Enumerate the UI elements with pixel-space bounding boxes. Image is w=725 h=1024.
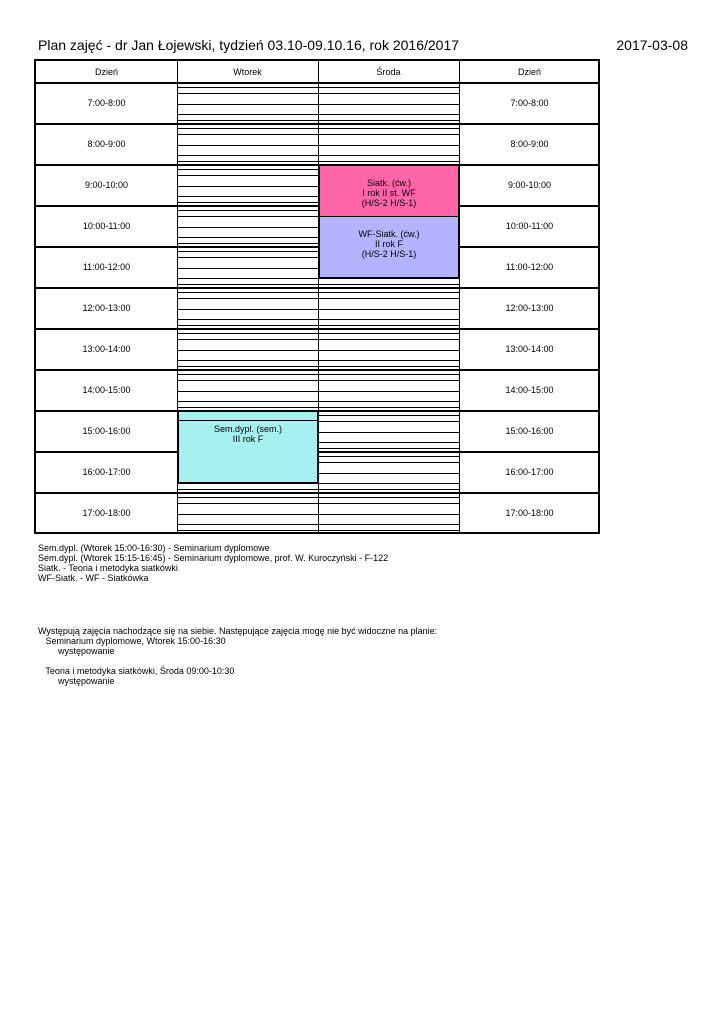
quarter-line bbox=[178, 175, 318, 176]
hour-divider bbox=[36, 82, 598, 84]
time-label-right: 13:00-14:00 bbox=[505, 343, 554, 354]
schedule-grid bbox=[34, 59, 600, 534]
legend-line: Siatk. - Teoria i metodyka siatkówki bbox=[38, 563, 178, 573]
col-divider bbox=[459, 61, 460, 532]
notes-line: występowanie bbox=[38, 676, 115, 686]
quarter-line bbox=[319, 120, 459, 121]
quarter-line bbox=[319, 350, 459, 351]
hour-divider bbox=[36, 287, 598, 289]
class-block-line: (H/S-2 H/S-1) bbox=[361, 198, 417, 208]
time-label-right: 15:00-16:00 bbox=[505, 425, 554, 436]
time-label-left: 7:00-8:00 bbox=[87, 97, 126, 108]
class-block-line: III rok F bbox=[232, 434, 264, 444]
time-label-right: 9:00-10:00 bbox=[507, 179, 552, 190]
class-block-line: Sem.dypl. (sem.) bbox=[213, 424, 282, 434]
quarter-line bbox=[319, 309, 459, 310]
quarter-line bbox=[319, 380, 459, 381]
quarter-line bbox=[178, 161, 318, 162]
quarter-line bbox=[178, 145, 318, 146]
notes-line: Seminarium dyplomowe, Wtorek 15:00-16:30 bbox=[38, 636, 226, 646]
quarter-line bbox=[178, 489, 318, 490]
class-block[interactable] bbox=[319, 216, 459, 278]
quarter-line bbox=[178, 298, 318, 299]
class-block[interactable] bbox=[178, 411, 318, 483]
quarter-line bbox=[178, 514, 318, 515]
time-label-left: 16:00-17:00 bbox=[82, 466, 131, 477]
class-block-line: WF-Siatk. (ćw.) bbox=[358, 229, 420, 240]
legend-line: Sem.dypl. (Wtorek 15:00-16:30) - Seminarium dyplomowe bbox=[38, 543, 270, 553]
quarter-line bbox=[178, 391, 318, 392]
hour-divider bbox=[36, 328, 598, 330]
quarter-line bbox=[319, 473, 459, 474]
quarter-line bbox=[319, 462, 459, 463]
quarter-line bbox=[319, 489, 459, 490]
time-label-right: 14:00-15:00 bbox=[505, 384, 554, 395]
quarter-line bbox=[178, 483, 318, 484]
quarter-line bbox=[178, 155, 318, 156]
quarter-line bbox=[178, 128, 318, 129]
notes-line bbox=[38, 656, 437, 666]
quarter-line bbox=[178, 278, 318, 279]
quarter-line bbox=[319, 155, 459, 156]
quarter-line bbox=[178, 216, 318, 217]
quarter-line bbox=[319, 415, 459, 416]
time-label-right: 7:00-8:00 bbox=[510, 97, 549, 108]
quarter-line bbox=[178, 503, 318, 504]
class-block-line: (H/S-2 H/S-1) bbox=[361, 249, 417, 260]
quarter-line bbox=[319, 407, 459, 408]
quarter-line bbox=[319, 298, 459, 299]
quarter-line bbox=[319, 442, 459, 443]
quarter-line bbox=[178, 202, 318, 203]
time-label-left: 13:00-14:00 bbox=[82, 343, 131, 354]
quarter-line bbox=[178, 530, 318, 531]
quarter-line bbox=[319, 93, 459, 94]
time-label-right: 8:00-9:00 bbox=[510, 138, 549, 149]
quarter-line bbox=[319, 360, 459, 361]
quarter-line bbox=[178, 134, 318, 135]
quarter-line bbox=[178, 319, 318, 320]
quarter-line bbox=[319, 339, 459, 340]
quarter-line bbox=[178, 380, 318, 381]
hour-divider bbox=[36, 123, 598, 125]
quarter-line bbox=[319, 319, 459, 320]
time-label-left: 11:00-12:00 bbox=[82, 261, 131, 272]
time-label-right: 12:00-13:00 bbox=[505, 302, 554, 313]
hour-divider bbox=[36, 246, 598, 248]
quarter-line bbox=[319, 401, 459, 402]
quarter-line bbox=[319, 161, 459, 162]
quarter-line bbox=[319, 278, 459, 279]
hour-divider bbox=[36, 369, 598, 371]
quarter-line bbox=[178, 210, 318, 211]
quarter-line bbox=[178, 268, 318, 269]
quarter-line bbox=[319, 325, 459, 326]
quarter-line bbox=[319, 114, 459, 115]
quarter-line bbox=[178, 93, 318, 94]
time-label-left: 17:00-18:00 bbox=[82, 507, 131, 518]
class-block-line: Siatk. (ćw.) bbox=[366, 178, 411, 188]
quarter-line bbox=[178, 524, 318, 525]
header-wednesday: Środa bbox=[376, 67, 401, 77]
quarter-line bbox=[178, 339, 318, 340]
quarter-line bbox=[319, 128, 459, 129]
legend-line: WF-Siatk. - WF - Siatkówka bbox=[38, 573, 149, 583]
quarter-line bbox=[178, 120, 318, 121]
quarter-line bbox=[178, 186, 318, 187]
quarter-line bbox=[319, 421, 459, 422]
notes-line: występowanie bbox=[38, 646, 115, 656]
quarter-line bbox=[178, 497, 318, 498]
quarter-line bbox=[319, 456, 459, 457]
hour-divider bbox=[36, 164, 598, 166]
quarter-line bbox=[178, 169, 318, 170]
quarter-line bbox=[319, 284, 459, 285]
quarter-line bbox=[319, 333, 459, 334]
legend-line: Sem.dypl. (Wtorek 15:15-16:45) - Seminarium dyplomowe, prof. W. Kuroczyński - F-122 bbox=[38, 553, 389, 563]
quarter-line bbox=[319, 391, 459, 392]
quarter-line bbox=[319, 366, 459, 367]
class-block-line: II rok F bbox=[374, 239, 403, 250]
quarter-line bbox=[178, 114, 318, 115]
time-label-right: 10:00-11:00 bbox=[505, 220, 554, 231]
header-tuesday: Wtorek bbox=[233, 67, 262, 77]
quarter-line bbox=[178, 257, 318, 258]
quarter-line bbox=[178, 284, 318, 285]
time-label-left: 12:00-13:00 bbox=[82, 302, 131, 313]
quarter-line bbox=[319, 292, 459, 293]
quarter-line bbox=[178, 196, 318, 197]
quarter-line bbox=[178, 360, 318, 361]
quarter-line bbox=[319, 134, 459, 135]
quarter-line bbox=[319, 497, 459, 498]
class-block-line: I rok II st. WF bbox=[362, 188, 416, 198]
time-label-left: 10:00-11:00 bbox=[82, 220, 131, 231]
header-day-right: Dzień bbox=[517, 67, 541, 77]
quarter-line bbox=[178, 350, 318, 351]
quarter-line bbox=[319, 432, 459, 433]
quarter-line bbox=[178, 401, 318, 402]
notes-line: Występują zajęcia nachodzące się na siebie. Następujące zajęcia mogę nie być widoczne na planie: bbox=[38, 626, 438, 636]
quarter-line bbox=[319, 530, 459, 531]
quarter-line bbox=[319, 374, 459, 375]
quarter-line bbox=[178, 251, 318, 252]
legend bbox=[38, 543, 388, 583]
quarter-line bbox=[178, 104, 318, 105]
quarter-line bbox=[319, 87, 459, 88]
print-date: 2017-03-08 bbox=[616, 37, 688, 53]
quarter-line bbox=[178, 243, 318, 244]
time-label-right: 16:00-17:00 bbox=[505, 466, 554, 477]
quarter-line bbox=[178, 325, 318, 326]
quarter-line bbox=[319, 104, 459, 105]
quarter-line bbox=[319, 514, 459, 515]
quarter-line bbox=[178, 309, 318, 310]
time-label-right: 11:00-12:00 bbox=[505, 261, 554, 272]
time-label-left: 14:00-15:00 bbox=[82, 384, 131, 395]
quarter-line bbox=[178, 227, 318, 228]
hour-divider bbox=[36, 492, 598, 494]
time-label-right: 17:00-18:00 bbox=[505, 507, 554, 518]
quarter-line bbox=[319, 503, 459, 504]
time-label-left: 15:00-16:00 bbox=[82, 425, 131, 436]
quarter-line bbox=[178, 366, 318, 367]
quarter-line bbox=[319, 483, 459, 484]
quarter-line bbox=[178, 237, 318, 238]
quarter-line bbox=[178, 87, 318, 88]
quarter-line bbox=[319, 145, 459, 146]
overlap-marker bbox=[178, 411, 318, 421]
quarter-line bbox=[178, 292, 318, 293]
notes-line: Teoria i metodyka siatkówki, Środa 09:00-10:30 bbox=[38, 666, 235, 676]
header-day-left: Dzień bbox=[94, 67, 118, 77]
quarter-line bbox=[319, 524, 459, 525]
quarter-line bbox=[178, 333, 318, 334]
quarter-line bbox=[178, 374, 318, 375]
page-title: Plan zajęć - dr Jan Łojewski, tydzień 03.10-09.10.16, rok 2016/2017 bbox=[38, 37, 460, 53]
quarter-line bbox=[319, 448, 459, 449]
time-label-left: 9:00-10:00 bbox=[84, 179, 129, 190]
quarter-line bbox=[178, 407, 318, 408]
hour-divider bbox=[36, 205, 598, 207]
overlap-notes bbox=[38, 626, 437, 686]
time-label-left: 8:00-9:00 bbox=[87, 138, 126, 149]
